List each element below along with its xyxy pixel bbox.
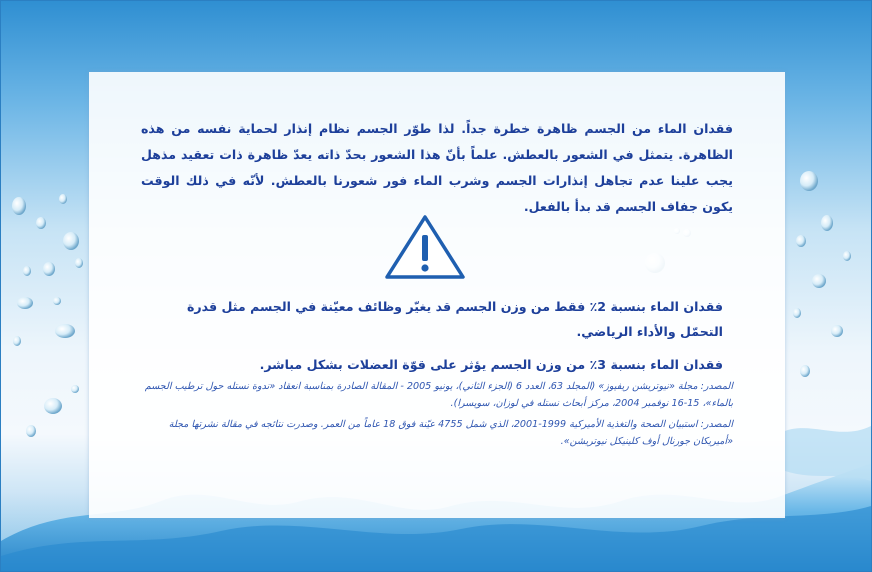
warning-triangle-icon bbox=[383, 213, 467, 281]
sources-block bbox=[137, 378, 733, 454]
source-note-1: المصدر: مجلة «نيوتريشن ريفيوز» (المجلد 63، العدد 6 (الجزء الثاني)، يونيو 2005 - المقالة الصادرة بمناسبة انعقاد «ندوة نستله حول ترطيب الجسم بالماء»، 15-16 نوفمبر 2004، مركز أبحاث نستله في لوزان، سويسرا). bbox=[144, 381, 733, 409]
intro-paragraph: فقدان الماء من الجسم ظاهرة خطرة جداً. لذا طوّر الجسم نظام إنذار لحماية نفسه من هذه الظاهرة. يتمثل في الشعور بالعطش. علماً بأنّ هذا الشعور بحدّ ذاته يعدّ ظاهرة ذات تعقيد مذهل يجب علينا عدم تجاهل إنذارات الجسم وشرب الماء فور شعورنا بالعطش. لأنّه في ذلك الوقت يكون جفاف الجسم قد بدأ بالفعل. bbox=[141, 121, 733, 214]
bullet-dehydration-3-percent: فقدان الماء بنسبة 3٪ من وزن الجسم يؤثر على قوّة العضلات بشكل مباشر. bbox=[259, 357, 723, 372]
info-panel bbox=[89, 72, 785, 518]
bullet-dehydration-2-percent: فقدان الماء بنسبة 2٪ فقط من وزن الجسم قد يغيّر وظائف معيّنة في الجسم مثل قدرة التحمّل والأداء الرياضي. bbox=[186, 299, 723, 339]
source-note-2: المصدر: استبيان الصحة والتغذية الأميركية 1999-2001، الذي شمل 4755 عيّنة فوق 18 عاماً من العمر. وصدرت نتائجه في مقالة نشرتها مجلة «أميريكان جورنال أوف كلينيكل نيوتريشن». bbox=[168, 419, 733, 447]
